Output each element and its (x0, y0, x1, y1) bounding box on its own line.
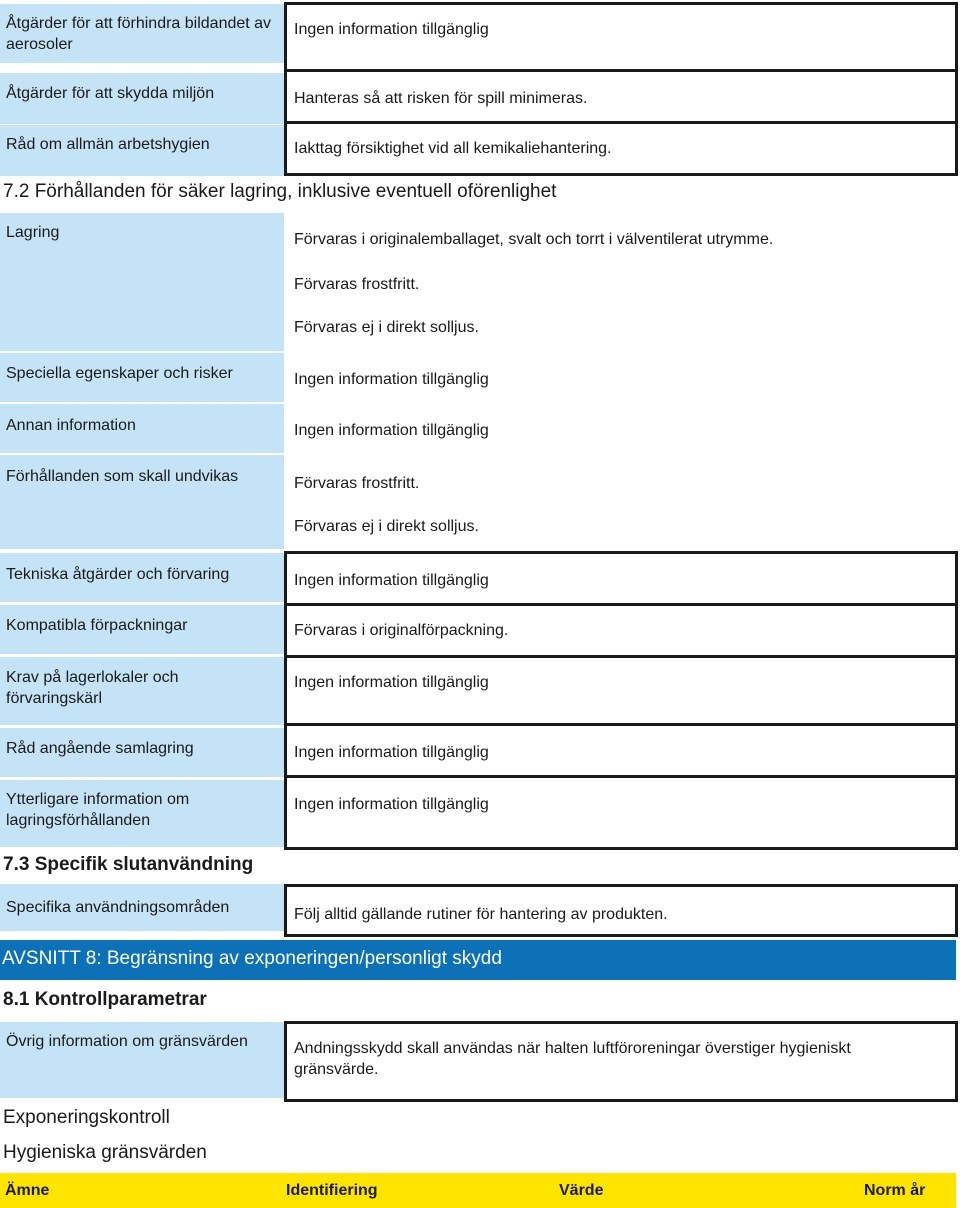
heading-exposure-control: Exponeringskontroll (3, 1107, 170, 1128)
label-premises-requirements: Krav på lagerlokaler och förvaringskärl (0, 657, 284, 725)
value-aerosol-measures: Ingen information tillgänglig (284, 2, 958, 72)
value-compatible-packaging: Förvaras i originalförpackning. (284, 606, 958, 658)
avoid-line-1: Förvaras frostfritt. (294, 475, 420, 492)
label-further-storage-info: Ytterligare information om lagringsförhållanden (0, 780, 284, 847)
value-premises-requirements: Ingen information tillgänglig (284, 658, 958, 726)
heading-7-3: 7.3 Specifik slutanvändning (3, 854, 254, 875)
col-value: Värde (559, 1182, 604, 1199)
label-special-properties: Speciella egenskaper och risker (0, 353, 284, 402)
storage-line-2: Förvaras frostfritt. (294, 276, 420, 293)
value-special-properties: Ingen information tillgänglig (294, 371, 489, 388)
label-limit-values-info: Övrig information om gränsvärden (0, 1022, 284, 1098)
storage-line-3: Förvaras ej i direkt solljus. (294, 319, 479, 336)
value-other-information: Ingen information tillgänglig (294, 422, 489, 439)
label-aerosol-measures: Åtgärder för att förhindra bildandet av aerosoler (0, 4, 284, 63)
label-storage: Lagring (0, 213, 284, 351)
label-conditions-to-avoid: Förhållanden som skall undvikas (0, 455, 284, 549)
label-specific-uses: Specifika användningsområden (0, 884, 284, 931)
value-further-storage-info: Ingen information tillgänglig (284, 778, 958, 850)
limits-table-header (0, 1173, 956, 1208)
value-environment-measures: Hanteras så att risken för spill minimeras. (284, 72, 958, 124)
value-work-hygiene: Iakttag försiktighet vid all kemikaliehantering. (284, 124, 958, 176)
label-work-hygiene: Råd om allmän arbetshygien (0, 125, 284, 176)
label-other-information: Annan information (0, 404, 284, 453)
value-mixed-storage: Ingen information tillgänglig (284, 726, 958, 778)
section-8-banner: AVSNITT 8: Begränsning av exponeringen/personligt skydd (0, 940, 956, 980)
storage-line-1: Förvaras i originalemballaget, svalt och torrt i välventilerat utrymme. (294, 231, 774, 248)
heading-7-2: 7.2 Förhållanden för säker lagring, inklusive eventuell oförenlighet (3, 181, 557, 202)
label-technical-measures: Tekniska åtgärder och förvaring (0, 553, 284, 602)
label-environment-measures: Åtgärder för att skydda miljön (0, 73, 284, 124)
value-technical-measures: Ingen information tillgänglig (284, 551, 958, 606)
heading-hygiene-limits: Hygieniska gränsvärden (3, 1142, 207, 1163)
col-identification: Identifiering (286, 1182, 378, 1199)
col-norm-year: Norm år (864, 1182, 926, 1199)
col-substance: Ämne (5, 1182, 50, 1199)
label-mixed-storage: Råd angående samlagring (0, 728, 284, 777)
heading-8-1: 8.1 Kontrollparametrar (3, 989, 207, 1010)
value-specific-uses: Följ alltid gällande rutiner för hantering av produkten. (284, 884, 958, 937)
avoid-line-2: Förvaras ej i direkt solljus. (294, 518, 479, 535)
value-limit-values-info: Andningsskydd skall användas när halten luftföroreningar överstiger hygieniskt gränsvärde. (284, 1021, 958, 1102)
label-compatible-packaging: Kompatibla förpackningar (0, 605, 284, 654)
